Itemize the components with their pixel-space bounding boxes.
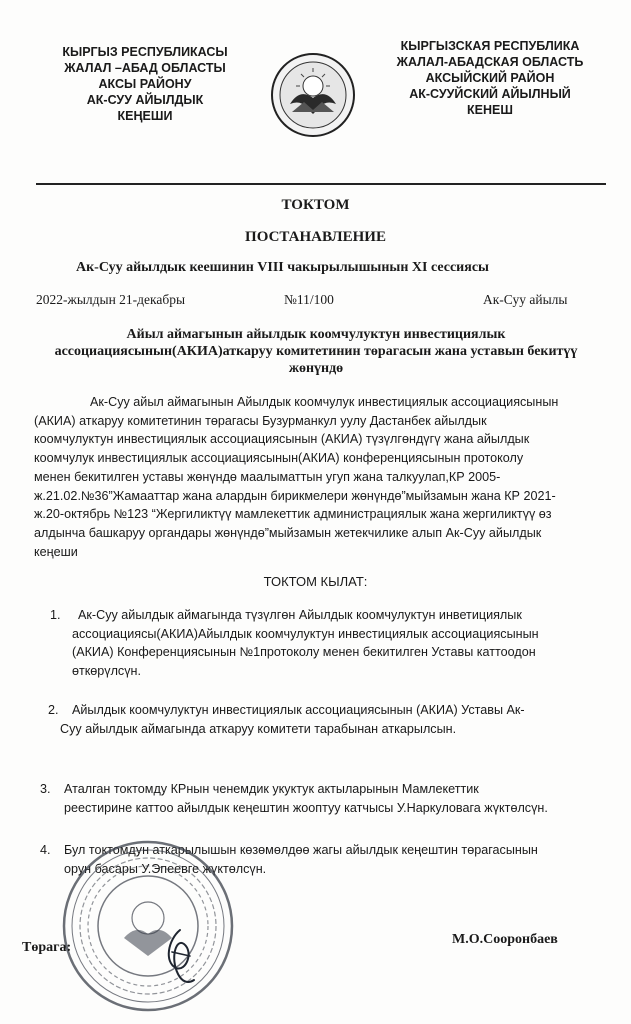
header-right-line: АК-СУУЙСКИЙ АЙЫЛНЫЙ — [409, 87, 571, 101]
resolution-item — [48, 701, 608, 738]
doc-date: 2022-жылдын 21-декабры — [36, 292, 186, 307]
item-line: реестирине каттоо айылдык кеңештин жооптуу катчысы У.Наркуловага жүктөлсүн. — [64, 800, 548, 815]
doc-number: №11/100 — [284, 292, 334, 307]
item-text — [40, 780, 610, 817]
header-right-line: КЕНЕШ — [467, 103, 513, 117]
doc-title-kyrgyz: ТОКТОМ — [281, 197, 350, 213]
handwritten-signature-icon — [150, 922, 210, 992]
item-text — [48, 701, 608, 738]
header-right-line: АКСЫЙСКИЙ РАЙОН — [425, 71, 555, 85]
resolution-item — [50, 606, 590, 681]
subject-line: Айыл аймагынын айылдык коомчулуктун инвестициялык — [126, 327, 506, 342]
session-line: Ак-Суу айылдык кеешинин VIII чакырылышынын XI сессиясы — [76, 260, 489, 275]
item-line: Айылдык коомчулуктун инвестициялык ассоциациясынын (АКИА) Уставы Ак- — [72, 703, 525, 717]
header-left-line: АК-СУУ АЙЫЛДЫК — [86, 93, 204, 107]
item-text — [50, 606, 590, 681]
preamble-line: коомчулуктун инвестициялык ассоциациясынын (АКИА) түзүлгөндүгү жана айылдык — [34, 432, 530, 447]
header-left-line: КЕҢЕШИ — [117, 109, 173, 123]
resolution-heading: ТОКТОМ КЫЛАТ: — [263, 574, 368, 589]
preamble-line: алдынча башкаруу органдары жөнүндө”мыйзамын жетекчилике алып Ак-Суу айылдык — [34, 525, 542, 540]
header-right-line: КЫРГЫЗСКАЯ РЕСПУБЛИКА — [400, 39, 580, 53]
header-left-line: КЫРГЫЗ РЕСПУБЛИКАСЫ — [62, 45, 228, 59]
preamble-line: менен бекитилген уставы жөнүндө маалыматтын угуп жана талкуулап,КР 2005- — [34, 469, 501, 484]
item-line: орун басары У.Эпеевге жүктөлсүн. — [64, 861, 267, 876]
item-line: Бул токтомдун аткарылышын көзөмөлдөө жагы айылдык кеңештин төрагасынын — [64, 843, 538, 857]
header-right-line: ЖАЛАЛ-АБАДСКАЯ ОБЛАСТЬ — [396, 55, 584, 69]
header-russian-block — [375, 38, 605, 118]
state-emblem-icon — [270, 52, 356, 138]
item-line: (АКИА) Конференциясынын №1протоколу менен бекитилген Уставы каттоодон — [72, 645, 536, 660]
preamble-line: Ак-Суу айыл аймагынын Айылдык коомчулук инвестициялык ассоциациясынын — [90, 395, 559, 409]
preamble-line: кеңеши — [34, 544, 78, 559]
item-number: 2. — [48, 703, 59, 717]
subject-line: ассоциациясынын(АКИА)аткаруу комитетинин төрагасын жана уставын бекитүү — [54, 344, 578, 359]
header-left-line: АКСЫ РАЙОНУ — [98, 77, 192, 91]
item-line: өткөрүлсүн. — [72, 664, 141, 679]
preamble-line: (АКИА) аткаруу комитетинин төрагасы Бузурманкул уулу Дастанбек айылдык — [34, 413, 487, 428]
subject-line: жөнүндө — [288, 361, 344, 376]
signatory-name: М.О.Сооронбаев — [452, 932, 558, 947]
item-number: 4. — [40, 843, 51, 857]
item-line: Ак-Суу айылдык аймагында түзүлгөн Айылдык коомчулуктун инветициялык — [78, 608, 522, 622]
item-line: ассоциациясы(АКИА)Айылдык коомчулуктун инвестициялык ассоциациясынын — [72, 626, 539, 641]
header-kyrgyz-block — [40, 44, 250, 124]
preamble-line: ж.20-октябрь №123 “Жергиликтүү мамлекеттик администрациялык жана жергиликтүү өз — [34, 507, 552, 522]
preamble-paragraph — [34, 393, 606, 561]
preamble-line: ж.21.02.№36”Жамааттар жана алардын бирикмелери жөнүндө”мыйзамын жана КР 2021- — [34, 488, 556, 503]
preamble-line: коомчулук инвестициялык ассоциациясынын(АКИА) конференциясынын протоколу — [34, 451, 524, 466]
header-divider — [36, 183, 606, 185]
item-line: Аталган токтомду КРнын ченемдик укуктук актыларынын Мамлекеттик — [64, 782, 479, 796]
item-number: 1. — [50, 608, 61, 622]
item-number: 3. — [40, 782, 51, 796]
resolution-item — [40, 780, 610, 817]
item-line: Суу айылдык аймагында аткаруу комитети тарабынан аткарылсын. — [60, 721, 457, 736]
signatory-label: Төрага: — [22, 940, 72, 955]
doc-title-russian: ПОСТАНАВЛЕНИЕ — [245, 229, 386, 245]
header-left-line: ЖАЛАЛ –АБАД ОБЛАСТЫ — [64, 61, 226, 75]
doc-place: Ак-Суу айылы — [483, 292, 568, 307]
doc-subject — [38, 326, 594, 377]
